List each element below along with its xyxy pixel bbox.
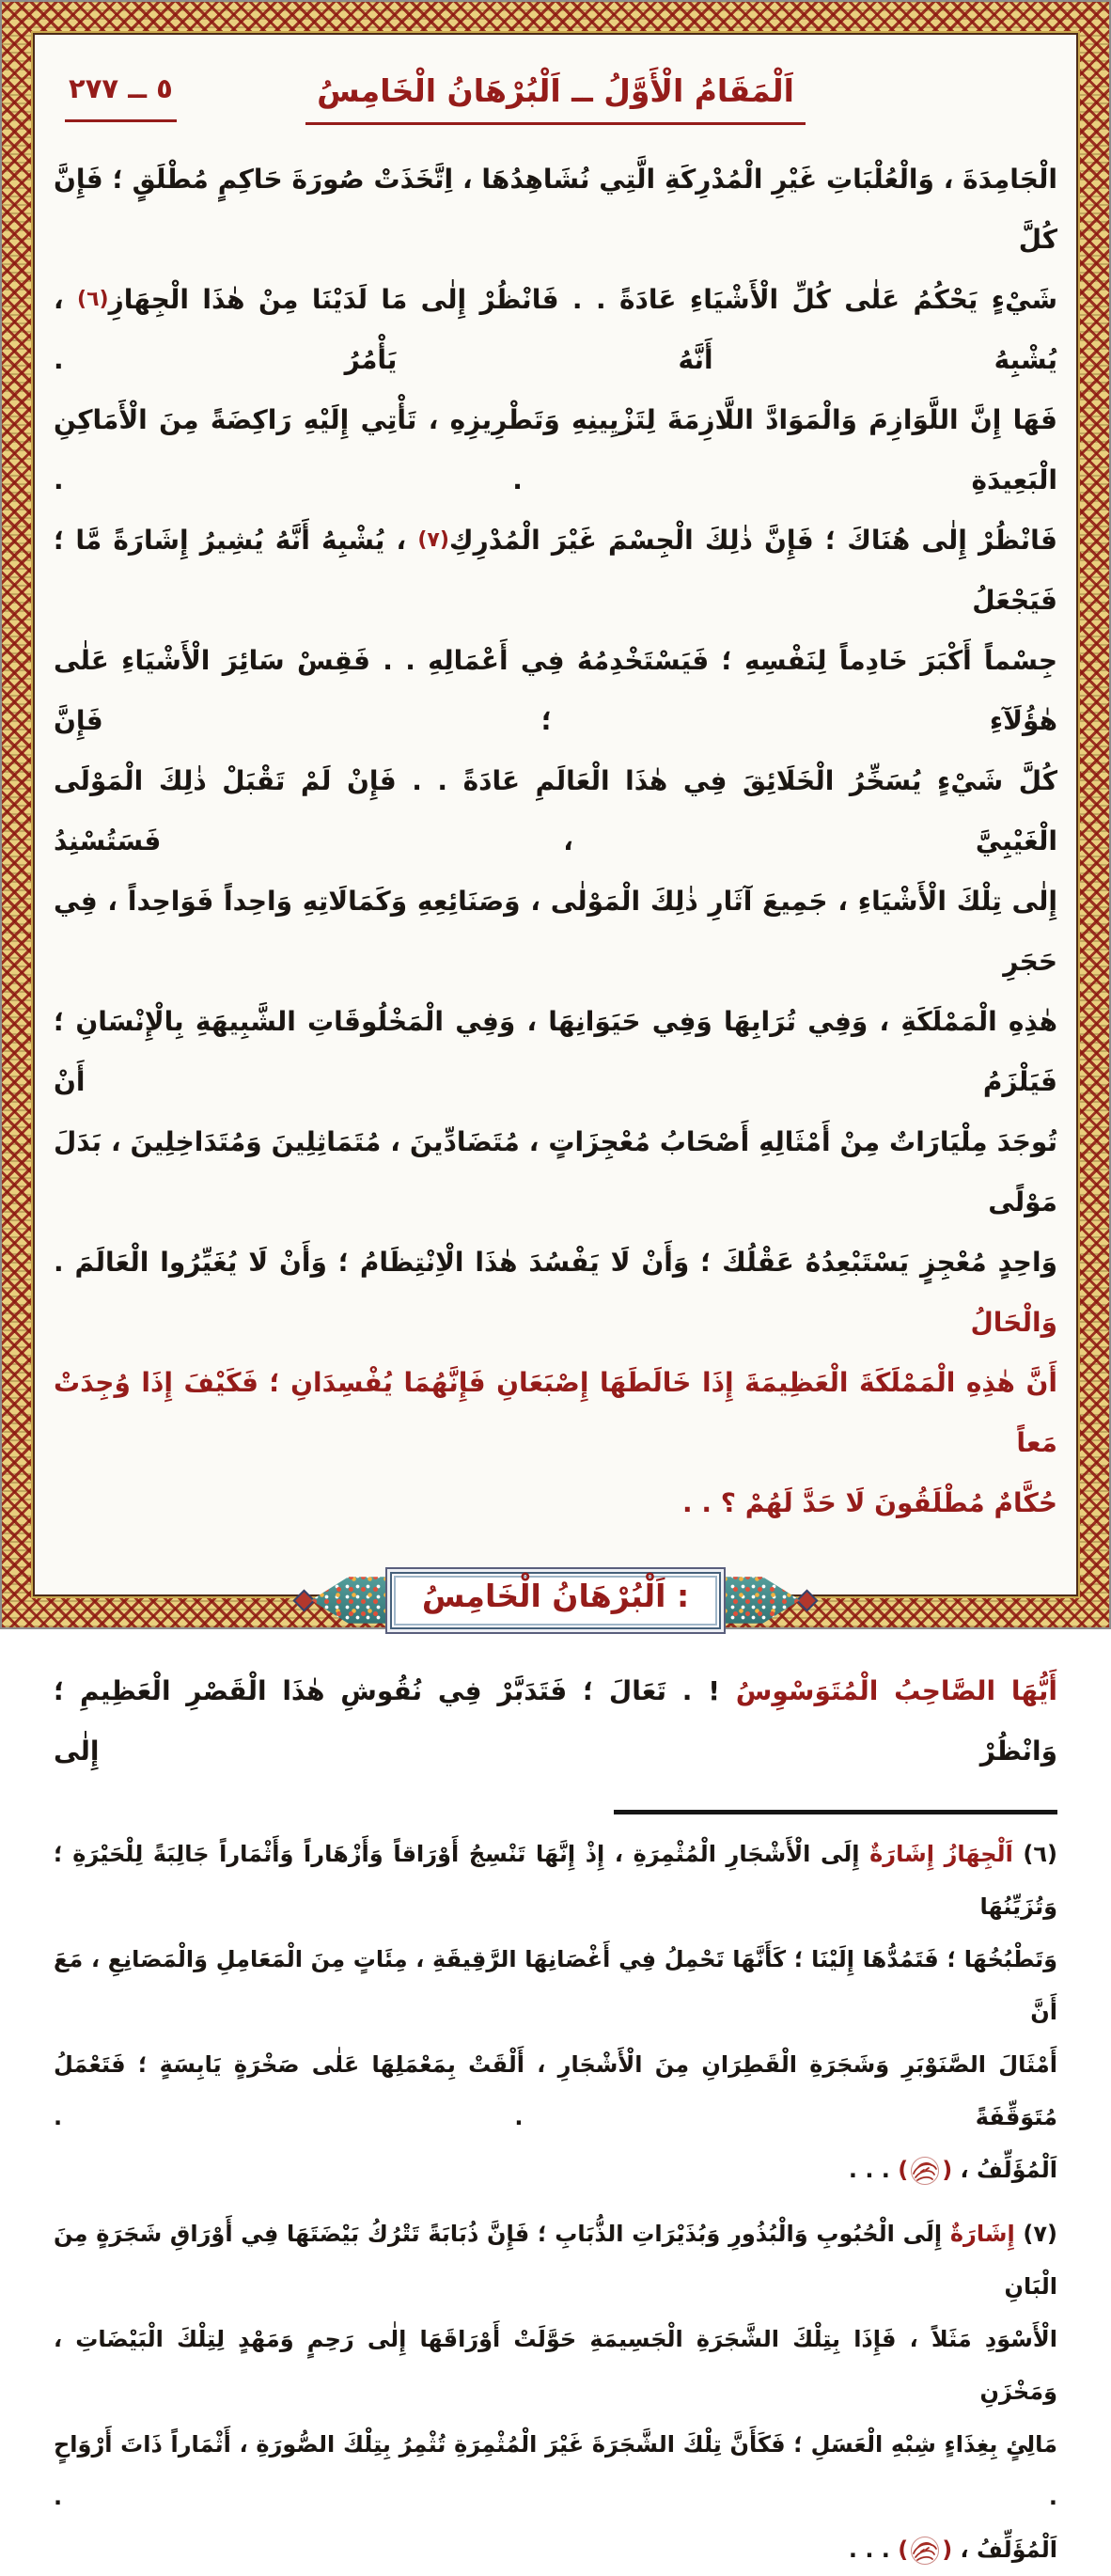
seal-paren-open: ( [942, 2537, 953, 2563]
seal-paren-close: ) [898, 2157, 909, 2183]
footnote-lead-red: اَلْجِهَازُ إِشَارَةٌ [869, 1841, 1013, 1867]
footnote-line [54, 2207, 1057, 2313]
body-text-segment: ! . تَعَالَ ؛ فَتَدَبَّرْ فِي نُقُوشِ هٰذَا الْقَصْرِ الْعَظِيمِ ؛ وَانْظُرْ إِلٰى [54, 1675, 1057, 1767]
arrow-floral-ornament-right-icon [717, 1571, 800, 1629]
page-number: ٥ ــ ٢٧٧ [65, 72, 177, 122]
footnote-ref-6: (٦) [77, 288, 109, 311]
footnote-line: أَمْثَالَ الصَّنَوْبَرِ وَشَجَرَةِ الْقَطِرَانِ مِنَ الْأَشْجَارِ ، أَلْقَتْ بِمَعْمَلِهَا عَلٰى صَخْرَةٍ يَابِسَةٍ ؛ فَتَعْمَلُ مُتَوَقِّفَةً . . [54, 2051, 1057, 2130]
body-line [54, 270, 1057, 390]
footnotes [54, 1828, 1057, 2576]
page-sheet [33, 33, 1078, 2563]
body-text-segment: ، يُشْبِهُ أَنَّهُ يَأْمُرُ . [54, 284, 1057, 375]
author-label: اَلْمُؤَلِّفُ ، [952, 2537, 1057, 2563]
footnote-separator [614, 1810, 1057, 1814]
arrow-floral-ornament-left-icon [311, 1571, 394, 1629]
body-text [54, 149, 1057, 1533]
footnote-marker: (٧) [1014, 2221, 1058, 2247]
footnote-line: وَتَطْبُخُهَا ؛ فَتَمُدُّهَا إِلَيْنَا ؛ كَأَنَّهَا تَحْمِلُ فِي أَغْصَانِهَا الرَّقِيقَةِ ، مِئَاتٍ مِنَ الْمَعَامِلِ وَالْمَصَانِعِ ، مَعَ أَنَّ [54, 1946, 1057, 2025]
body-line [54, 510, 1057, 631]
footnote-line: الْأَسْوَدِ مَثَلاً ، فَإِذَا بِتِلْكَ الشَّجَرَةِ الْجَسِيمَةِ حَوَّلَتْ أَوْرَاقَهَا إِلٰى رَحِمٍ وَمَهْدٍ لِتِلْكَ الْبَيْضَاتِ ، وَمَخْزَنِ [54, 2326, 1057, 2405]
body-line: فَهَا إِنَّ اللَّوَازِمَ وَالْمَوَادَّ اللَّازِمَةَ لِتَزْيِينِهِ وَتَطْرِيزِهِ ، تَأْتِي إِلَيْهِ رَاكِضَةً مِنَ الْأَمَاكِنِ الْبَعِيدَةِ . . [54, 404, 1057, 495]
footnote-text-segment: إِلَى الْأَشْجَارِ الْمُثْمِرَةِ ، إِذْ إِنَّهَا تَنْسِجُ أَوْرَاقاً وَأَزْهَاراً وَأَثْمَاراً جَالِبَةً لِلْحَيْرَةِ ؛ وَتُزَيِّنُهَا [54, 1841, 1057, 1920]
body-line: جِسْماً أَكْبَرَ خَادِماً لِنَفْسِهِ ؛ فَيَسْتَخْدِمُهُ فِي أَعْمَالِهِ . . فَقِسْ سَائِرَ الْأَشْيَاءِ عَلٰى هٰؤُلَآءِ ؛ فَإِنَّ [54, 645, 1057, 736]
body-line: كُلَّ شَيْءٍ يُسَخِّرُ الْخَلَائِقَ فِي هٰذَا الْعَالَمِ عَادَةً . . فَإِنْ لَمْ تَقْبَلْ ذٰلِكَ الْمَوْلَى الْغَيْبِيَّ ، فَسَتُسْنِدُ [54, 765, 1057, 856]
address-red-text: أَيُّهَا الصَّاحِبُ الْمُتَوَسْوِسُ [735, 1675, 1057, 1706]
footnote-line [54, 1828, 1057, 1933]
body-line: تُوجَدَ مِلْيَارَاتٌ مِنْ أَمْثَالِهِ أَصْحَابُ مُعْجِزَاتٍ ، مُتَضَادِّينَ ، مُتَمَاثِلِينَ وَمُتَدَاخِلِينَ ، بَدَلَ مَوْلًى [54, 1126, 1057, 1217]
footnote-7 [54, 2207, 1057, 2576]
footnote-ref-7: (٧) [417, 528, 449, 552]
body-text-segment: ، يُشْبِهُ أَنَّهُ يُشِيرُ إِشَارَةً مَّا ؛ فَيَجْعَلُ [54, 525, 1057, 616]
author-label: اَلْمُؤَلِّفُ ، [952, 2157, 1057, 2183]
section-title: اَلْبُرْهَانُ الْخَامِسُ : [421, 1577, 690, 1614]
body-line: إِلٰى تِلْكَ الْأَشْيَاءِ ، جَمِيعَ آثَارِ ذٰلِكَ الْمَوْلٰى ، وَصَنَائِعِهِ وَكَمَالَاتِهِ وَاحِداً فَوَاحِداً ، فِي حَجَرِ [54, 886, 1057, 977]
author-seal-icon [898, 2157, 952, 2183]
footnote-text-segment: إِلَى الْحُبُوبِ وَالْبُذُورِ وَبُذَيْرَاتِ الذُّبَابِ ؛ فَإِنَّ ذُبَابَةً تَتْرُكُ بَيْضَتَهَا فِي أَوْرَاقِ شَجَرَةٍ مِنَ الْبَانِ [54, 2221, 1057, 2300]
ellipsis-dots: . . . [848, 2157, 899, 2183]
seal-paren-close: ) [898, 2537, 909, 2563]
body-text-segment: شَيْءٍ يَحْكُمُ عَلٰى كُلِّ الْأَشْيَاءِ عَادَةً . . فَانْظُرْ إِلٰى مَا لَدَيْنَا مِنْ هٰذَا الْجِهَازِ [108, 284, 1057, 315]
page-title: اَلْمَقَامُ الْأَوَّلُ ــ اَلْبُرْهَانُ الْخَامِسُ [305, 72, 806, 125]
section-title-box [390, 1572, 721, 1629]
section-cartouche [54, 1548, 1057, 1652]
body-text-segment: وَاحِدٍ مُعْجِزٍ يَسْتَبْعِدُهُ عَقْلُكَ ؛ وَأَنْ لَا يَفْسُدَ هٰذَا الْاِنْتِظَامُ ؛ وَأَنْ لَا يُغَيِّرُوا الْعَالَمَ . [54, 1247, 1057, 1278]
author-seal-icon [898, 2537, 952, 2563]
seal-paren-open: ( [942, 2157, 953, 2183]
body-line: الْجَامِدَةَ ، وَالْعُلْبَاتِ غَيْرِ الْمُدْرِكَةِ الَّتِي نُشَاهِدُهَا ، اِتَّخَذَتْ صُورَةَ حَاكِمٍ مُطْلَقٍ ؛ فَإِنَّ كُلَّ [54, 164, 1057, 255]
footnote-line: مَالِئٍ بِغِذَاءٍ شِبْهِ الْعَسَلِ ؛ فَكَأَنَّ تِلْكَ الشَّجَرَةَ غَيْرَ الْمُثْمِرَةِ تُثْمِرُ بِتِلْكَ الصُّورَةِ ، أَثْمَاراً ذَاتَ أَرْوَاحٍ . . [54, 2431, 1057, 2510]
emphasis-red-text: وَالْحَالُ [970, 1307, 1057, 1338]
body-line: هٰذِهِ الْمَمْلَكَةِ ، وَفِي تُرَابِهَا وَفِي حَيَوَانِهَا ، وَفِي الْمَخْلُوقَاتِ الشَّبِيهَةِ بِالْإِنْسَانِ ؛ فَيَلْزَمُ أَنْ [54, 1006, 1057, 1097]
body-line [54, 1661, 1057, 1782]
body-text-segment: فَانْظُرْ إِلٰى هُنَاكَ ؛ فَإِنَّ ذٰلِكَ الْجِسْمَ غَيْرَ الْمُدْرِكِ [448, 525, 1058, 556]
body-line-red: حُكَّامٌ مُطْلَقُونَ لَا حَدَّ لَهُمْ ؟ . . [681, 1487, 1057, 1518]
footnote-lead-red: إِشَارَةٌ [949, 2221, 1015, 2247]
author-attribution [54, 2144, 1057, 2196]
body-line-red: أَنَّ هٰذِهِ الْمَمْلَكَةَ الْعَظِيمَةَ إِذَا خَالَطَهَا إِصْبَعَانِ فَإِنَّهُمَا يُفْسِدَانِ ؛ فَكَيْفَ إِذَا وُجِدَتْ مَعاً [54, 1367, 1057, 1458]
body-line [54, 1233, 1057, 1353]
author-attribution [54, 2523, 1057, 2576]
footnote-marker: (٦) [1012, 1841, 1058, 1867]
running-header [54, 50, 1057, 149]
ellipsis-dots: . . . [848, 2537, 899, 2563]
footnote-6 [54, 1828, 1057, 2196]
